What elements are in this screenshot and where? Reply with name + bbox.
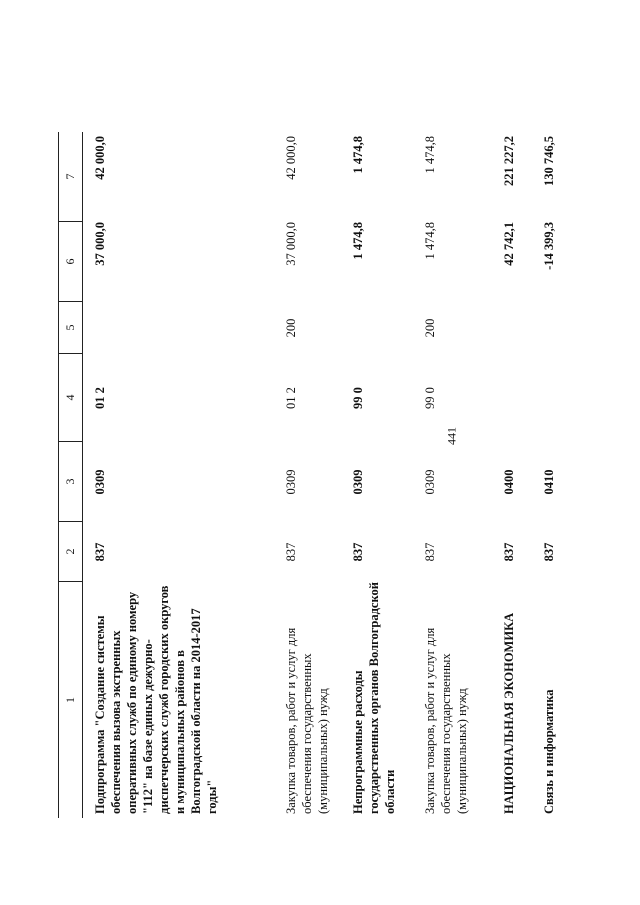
row-code-3: 0309 <box>93 469 107 495</box>
row-code-3: 0309 <box>423 469 437 495</box>
row-code-5: 200 <box>284 318 298 338</box>
header-col-4: 4 <box>59 354 82 442</box>
table-viewport <box>58 132 568 818</box>
row-name: Закупка товаров, работ и услуг для обеспечения государственных (муниципальных) нужд <box>423 627 469 814</box>
row-name: НАЦИОНАЛЬНАЯ ЭКОНОМИКА <box>502 612 516 814</box>
row-value-6: 37 000,0 <box>93 222 107 266</box>
row-value-6: 42 742,1 <box>502 222 516 266</box>
row-name: Связь и информатика <box>542 689 556 814</box>
row-value-7: 130 746,5 <box>542 136 556 186</box>
header-col-2: 2 <box>59 522 82 582</box>
row-code-2: 837 <box>351 542 365 562</box>
header-col-3: 3 <box>59 442 82 522</box>
row-code-2: 837 <box>93 542 107 562</box>
row-value-7: 221 227,2 <box>502 136 516 186</box>
row-value-7: 1 474,8 <box>423 136 437 174</box>
table-header <box>58 132 83 818</box>
row-code-3: 0410 <box>542 469 556 495</box>
row-code-4: 01 2 <box>284 387 298 409</box>
row-code-2: 837 <box>542 542 556 562</box>
row-code-4: 99 0 <box>423 387 437 409</box>
header-col-5: 5 <box>59 302 82 354</box>
row-code-2: 837 <box>284 542 298 562</box>
budget-table <box>58 132 568 818</box>
row-name: Подпрограмма "Создание системы обеспечения вызова экстренных оперативных служб по единому номеру "112" на базе единых дежурно-диспетчерских служб городских округов и муниципальных районов в Волгоградской области на 2014-2017 годы" <box>93 585 219 814</box>
row-code-4: 99 0 <box>351 387 365 409</box>
page-number: 441 <box>444 427 459 445</box>
row-name: Непрограммные расходы государственных органов Волгоградской области <box>351 582 397 814</box>
row-value-6: 1 474,8 <box>423 222 437 260</box>
header-col-6: 6 <box>59 222 82 302</box>
row-value-7: 1 474,8 <box>351 136 365 174</box>
row-code-3: 0309 <box>351 469 365 495</box>
row-value-6: 1 474,8 <box>351 222 365 260</box>
row-code-3: 0309 <box>284 469 298 495</box>
row-code-2: 837 <box>502 542 516 562</box>
row-value-7: 42 000,0 <box>284 136 298 180</box>
row-code-5: 200 <box>423 318 437 338</box>
header-col-7: 7 <box>59 132 82 222</box>
row-value-7: 42 000,0 <box>93 136 107 180</box>
row-value-6: -14 399,3 <box>542 222 556 270</box>
row-code-2: 837 <box>423 542 437 562</box>
header-col-1: 1 <box>63 697 77 703</box>
row-code-3: 0400 <box>502 469 516 495</box>
row-code-4: 01 2 <box>93 387 107 409</box>
row-name: Закупка товаров, работ и услуг для обеспечения государственных (муниципальных) нужд <box>284 627 330 814</box>
row-value-6: 37 000,0 <box>284 222 298 266</box>
